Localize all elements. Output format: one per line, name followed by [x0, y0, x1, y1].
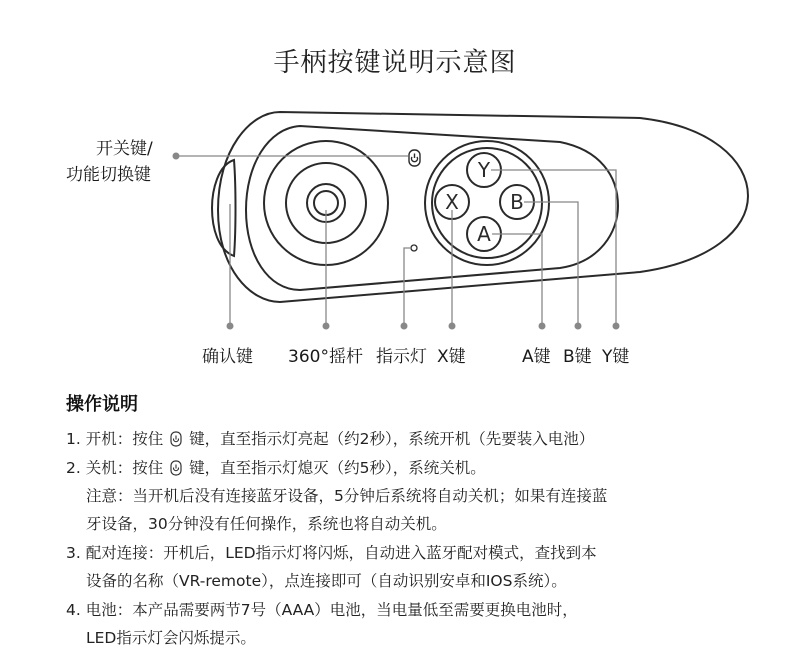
leader-dot-a: [539, 323, 546, 330]
leader-dot-power: [173, 153, 180, 160]
leader-dot-joystick: [323, 323, 330, 330]
a-button-letter: A: [477, 222, 491, 246]
x-button-letter: X: [445, 190, 459, 214]
power-key-inline-icon: [170, 431, 182, 447]
instruction-power-on: [66, 427, 594, 449]
label-joystick: 360°摇杆: [288, 347, 363, 367]
label-confirm: 确认键: [202, 347, 253, 367]
instruction-power-on-pre: 1. 开机：按住: [66, 430, 164, 448]
label-indicator: 指示灯: [376, 347, 427, 367]
leader-indicator: [404, 248, 411, 326]
indicator-led: [411, 245, 417, 251]
instructions-heading: 操作说明: [66, 394, 138, 415]
instruction-power-off-pre: 2. 关机：按住: [66, 459, 164, 477]
label-power-line1: 开关键/: [96, 139, 153, 159]
label-y-key: Y键: [602, 347, 630, 367]
instruction-battery-line2: LED指示灯会闪烁提示。: [86, 629, 256, 647]
instruction-power-off-post: 键，直至指示灯熄灭（约5秒），系统关机。: [189, 459, 486, 477]
instruction-power-on-post: 键，直至指示灯亮起（约2秒），系统开机（先要装入电池）: [189, 430, 595, 448]
leader-dot-confirm: [227, 323, 234, 330]
label-a-key: A键: [522, 347, 551, 367]
leader-dot-b: [575, 323, 582, 330]
instruction-note-line1: 注意：当开机后没有连接蓝牙设备，5分钟后系统将自动关机；如果有连接蓝: [86, 487, 608, 505]
leader-dot-y: [613, 323, 620, 330]
diagram-title: 手柄按键说明示意图: [273, 48, 517, 78]
label-power-line2: 功能切换键: [66, 165, 151, 185]
instruction-pairing-line2: 设备的名称（VR-remote），点连接即可（自动识别安卓和IOS系统）。: [86, 572, 567, 590]
instruction-power-off: [66, 456, 486, 478]
instruction-battery-line1: 4. 电池：本产品需要两节7号（AAA）电池，当电量低至需要更换电池时，: [66, 601, 578, 619]
label-b-key: B键: [563, 347, 592, 367]
b-button-letter: B: [510, 190, 524, 214]
trigger-button: [212, 160, 236, 256]
leader-dot-x: [449, 323, 456, 330]
label-x-key: X键: [437, 347, 466, 367]
power-key-inline-icon: [170, 460, 182, 476]
y-button-letter: Y: [477, 158, 491, 182]
instruction-pairing-line1: 3. 配对连接：开机后，LED指示灯将闪烁，自动进入蓝牙配对模式，查找到本: [66, 544, 597, 562]
instruction-note-line2: 牙设备，30分钟没有任何操作，系统也将自动关机。: [86, 515, 447, 533]
leader-dot-indicator: [401, 323, 408, 330]
power-key-icon: [409, 150, 420, 166]
leader-b: [524, 202, 578, 326]
